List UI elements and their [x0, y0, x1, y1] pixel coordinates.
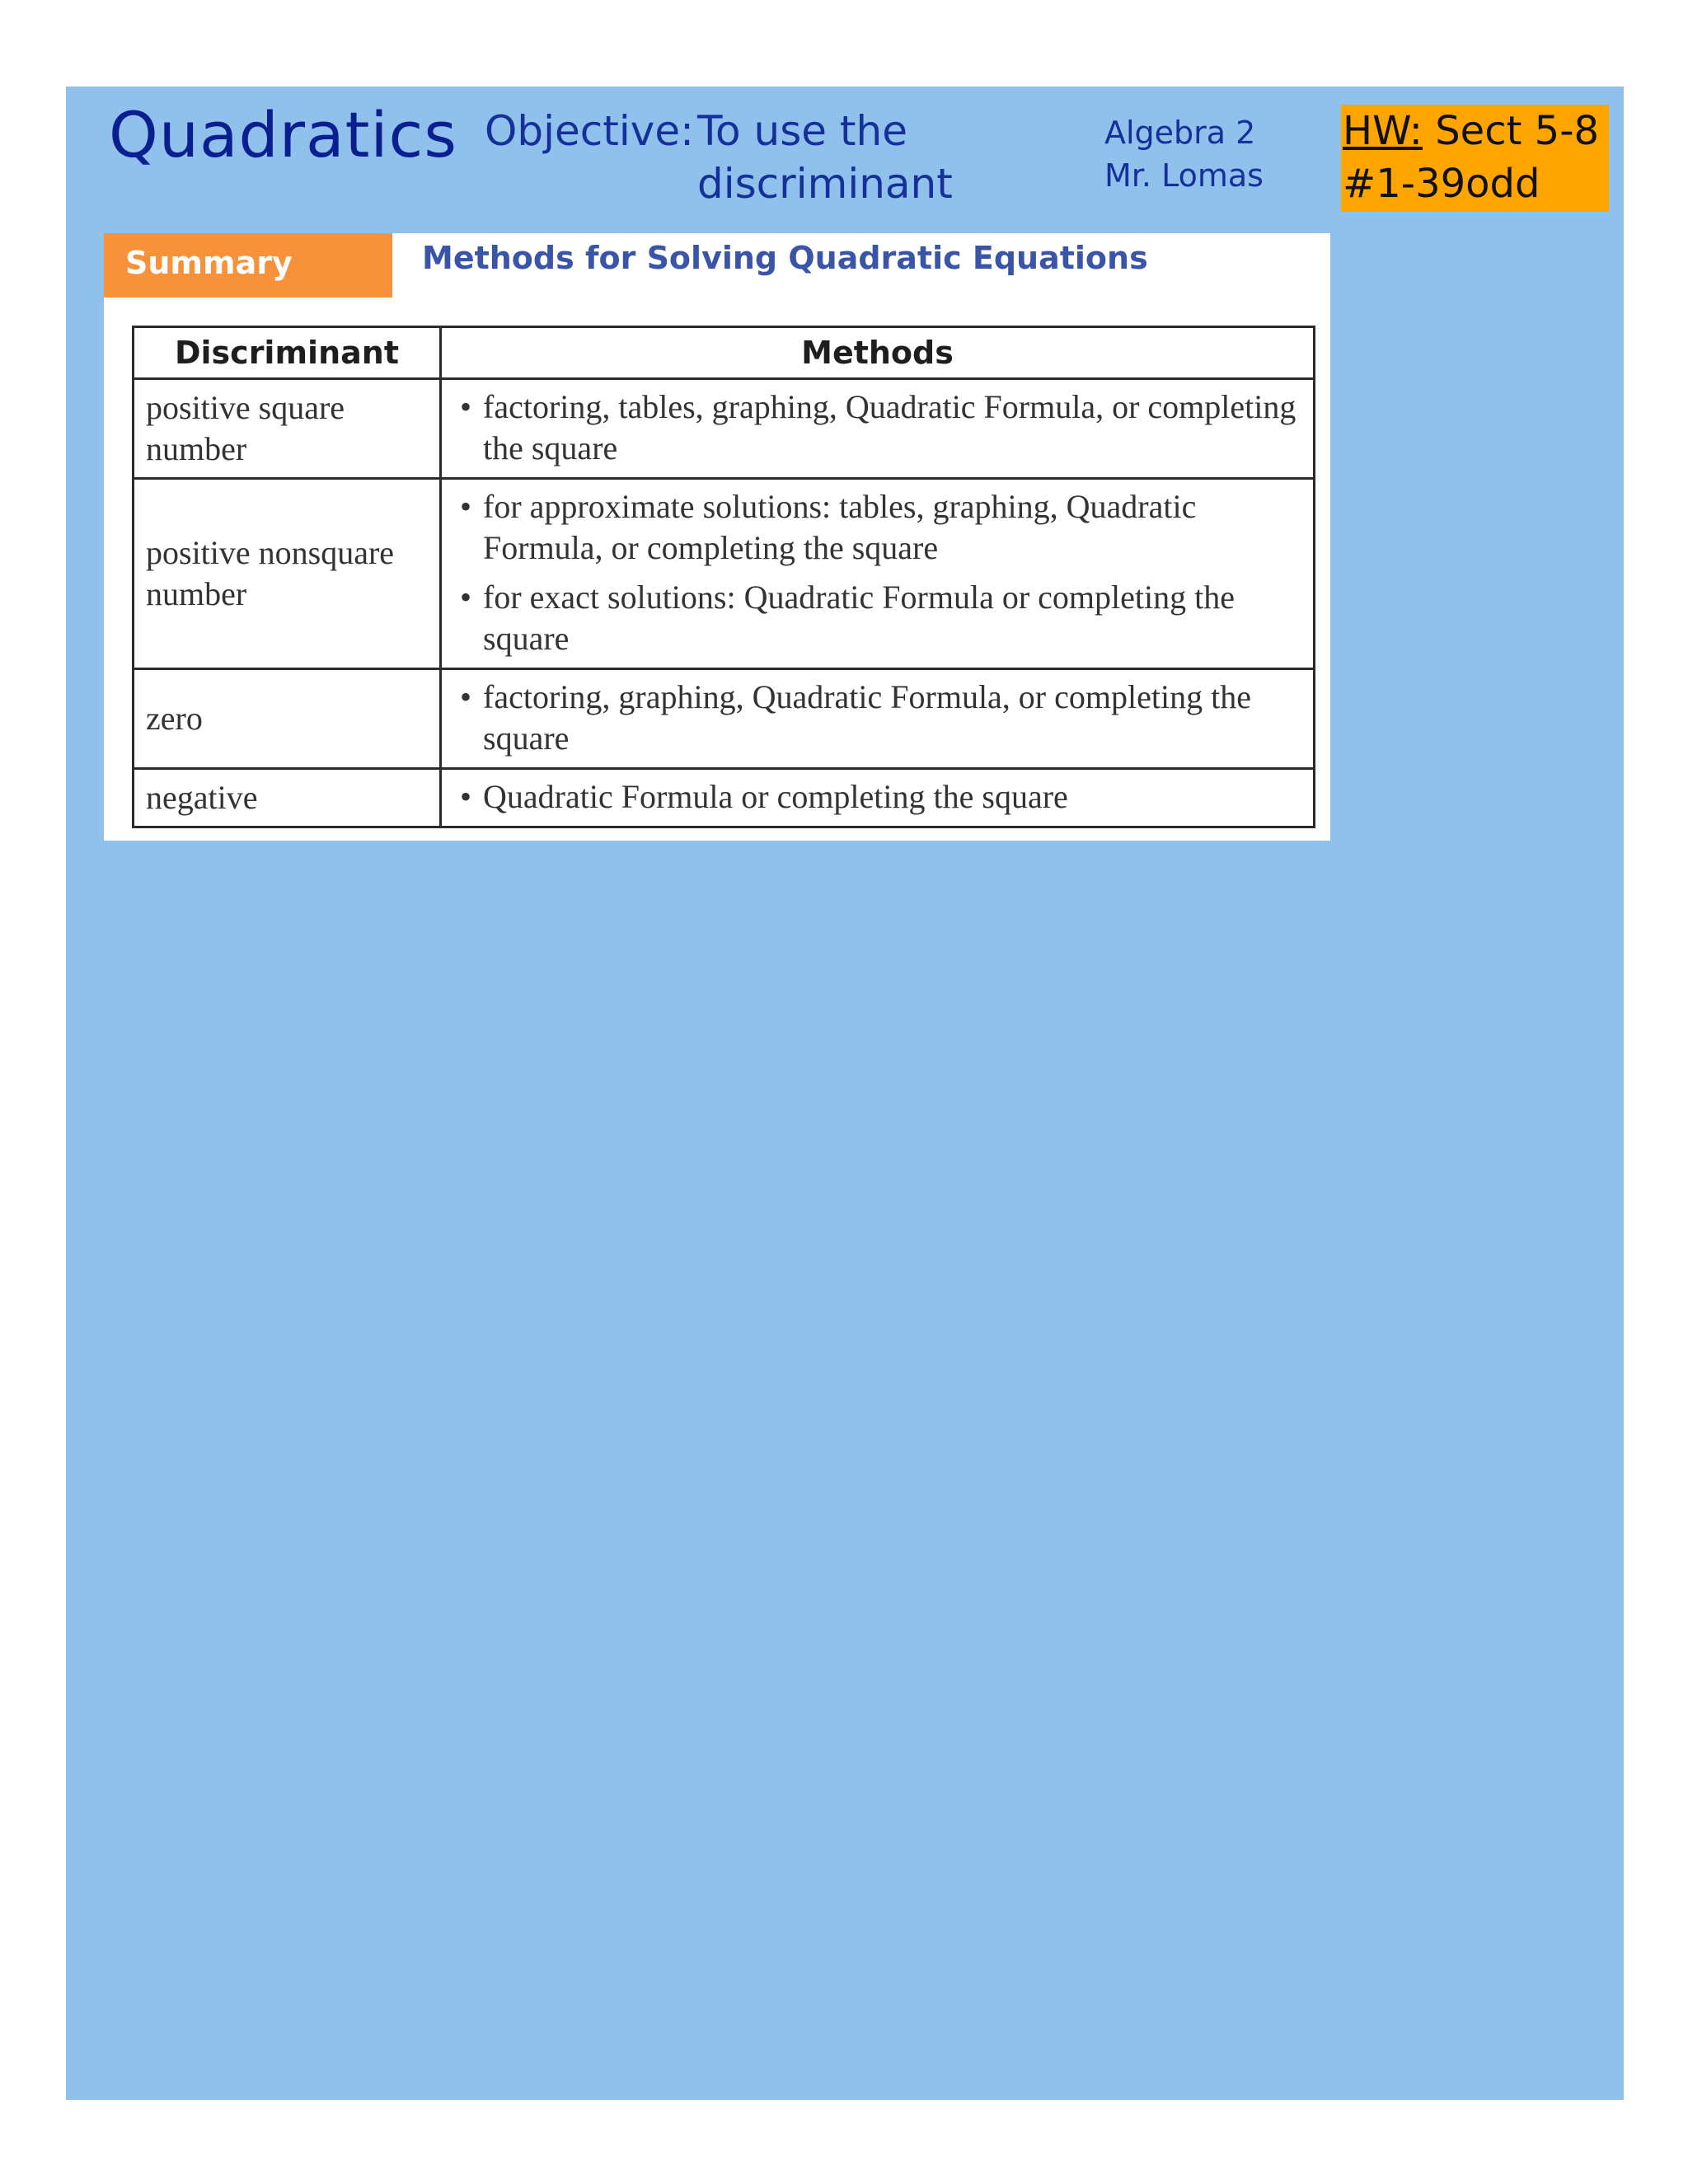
discriminant-line: negative: [146, 779, 258, 816]
bullet-icon: •: [460, 678, 472, 715]
table-row: [134, 669, 1315, 769]
header-discriminant: Discriminant: [134, 327, 441, 379]
table-row: [134, 379, 1315, 479]
discriminant-line: number: [146, 575, 247, 612]
table-row: [134, 769, 1315, 827]
methods-table: [132, 326, 1315, 828]
bullet-icon: •: [460, 778, 472, 815]
bullet-icon: •: [460, 579, 472, 616]
discriminant-line: positive square: [146, 389, 345, 426]
discriminant-cell: [134, 669, 441, 769]
discriminant-cell: [134, 379, 441, 479]
discriminant-cell: [134, 479, 441, 669]
course-info: [1104, 111, 1264, 197]
bullet-icon: •: [460, 488, 472, 525]
objective-text: [485, 105, 953, 210]
homework-problems: #1-39odd: [1343, 161, 1540, 207]
methods-cell: [441, 669, 1315, 769]
summary-tag: Summary: [104, 233, 392, 298]
homework-label: HW:: [1343, 108, 1423, 154]
discriminant-line: zero: [146, 700, 203, 737]
bullet-icon: •: [460, 388, 472, 425]
discriminant-cell: [134, 769, 441, 827]
method-item: [460, 387, 1301, 469]
method-item: [460, 486, 1301, 569]
page-title: Quadratics: [109, 98, 457, 171]
methods-cell: [441, 479, 1315, 669]
discriminant-line: positive nonsquare: [146, 534, 395, 571]
method-text: Quadratic Formula or completing the square: [483, 778, 1068, 815]
objective-line-2: discriminant: [697, 160, 953, 208]
homework-line-1: [1343, 105, 1609, 157]
table-header-row: [134, 327, 1315, 379]
course-name: Algebra 2: [1104, 115, 1256, 151]
method-text: factoring, tables, graphing, Quadratic Formula, or completing the square: [483, 388, 1296, 466]
slide-background: [66, 87, 1624, 2100]
homework-box: [1341, 105, 1609, 212]
table-row: [134, 479, 1315, 669]
header-methods: Methods: [441, 327, 1315, 379]
discriminant-line: number: [146, 430, 247, 467]
summary-panel: [104, 233, 1330, 841]
method-text: factoring, graphing, Quadratic Formula, or completing the square: [483, 678, 1251, 757]
method-text: for exact solutions: Quadratic Formula or completing the square: [483, 579, 1235, 657]
method-text: for approximate solutions: tables, graphing, Quadratic Formula, or completing the square: [483, 488, 1197, 566]
method-item: [460, 677, 1301, 759]
summary-title: Methods for Solving Quadratic Equations: [422, 240, 1148, 276]
methods-cell: [441, 769, 1315, 827]
method-item: [460, 776, 1301, 818]
homework-section: Sect 5-8: [1435, 108, 1600, 154]
methods-cell: [441, 379, 1315, 479]
objective-line-1: To use the: [697, 107, 907, 155]
objective-label: Objective:: [485, 107, 694, 155]
method-item: [460, 577, 1301, 659]
teacher-name: Mr. Lomas: [1104, 157, 1264, 194]
